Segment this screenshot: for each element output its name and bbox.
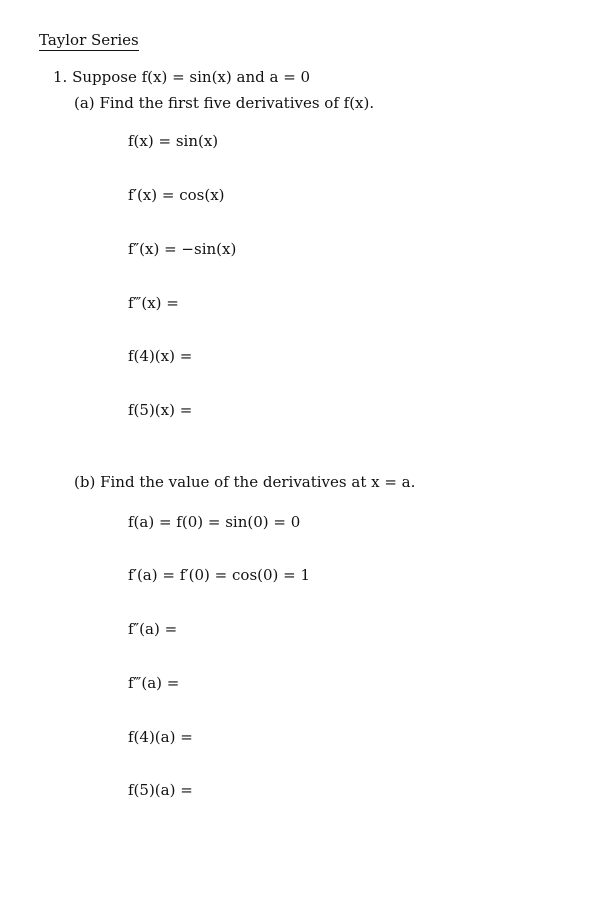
part-a-text: Find the first five derivatives of f(x). xyxy=(99,94,375,112)
value-5: f(5)(a) = xyxy=(128,781,193,799)
value-2: f″(a) = xyxy=(128,620,178,638)
derivative-5: f(5)(x) = xyxy=(128,401,193,419)
derivative-4: f(4)(x) = xyxy=(128,347,193,365)
problem-number: 1. xyxy=(53,68,68,86)
part-a-heading xyxy=(74,96,374,111)
part-a-label: (a) xyxy=(74,94,95,112)
problem-text: Suppose f(x) = sin(x) and a = 0 xyxy=(72,68,311,86)
problem-statement xyxy=(53,70,310,85)
value-4: f(4)(a) = xyxy=(128,728,193,746)
part-b-text: Find the value of the derivatives at x = a. xyxy=(100,473,416,491)
derivative-0: f(x) = sin(x) xyxy=(128,132,219,150)
value-0: f(a) = f(0) = sin(0) = 0 xyxy=(128,513,301,531)
part-b-heading xyxy=(74,475,415,490)
derivative-1: f′(x) = cos(x) xyxy=(128,186,225,204)
derivative-2: f″(x) = −sin(x) xyxy=(128,240,237,258)
page-title: Taylor Series xyxy=(39,31,139,49)
value-3: f‴(a) = xyxy=(128,674,180,692)
value-1: f′(a) = f′(0) = cos(0) = 1 xyxy=(128,566,311,584)
derivative-3: f‴(x) = xyxy=(128,294,179,312)
part-b-label: (b) xyxy=(74,473,96,491)
